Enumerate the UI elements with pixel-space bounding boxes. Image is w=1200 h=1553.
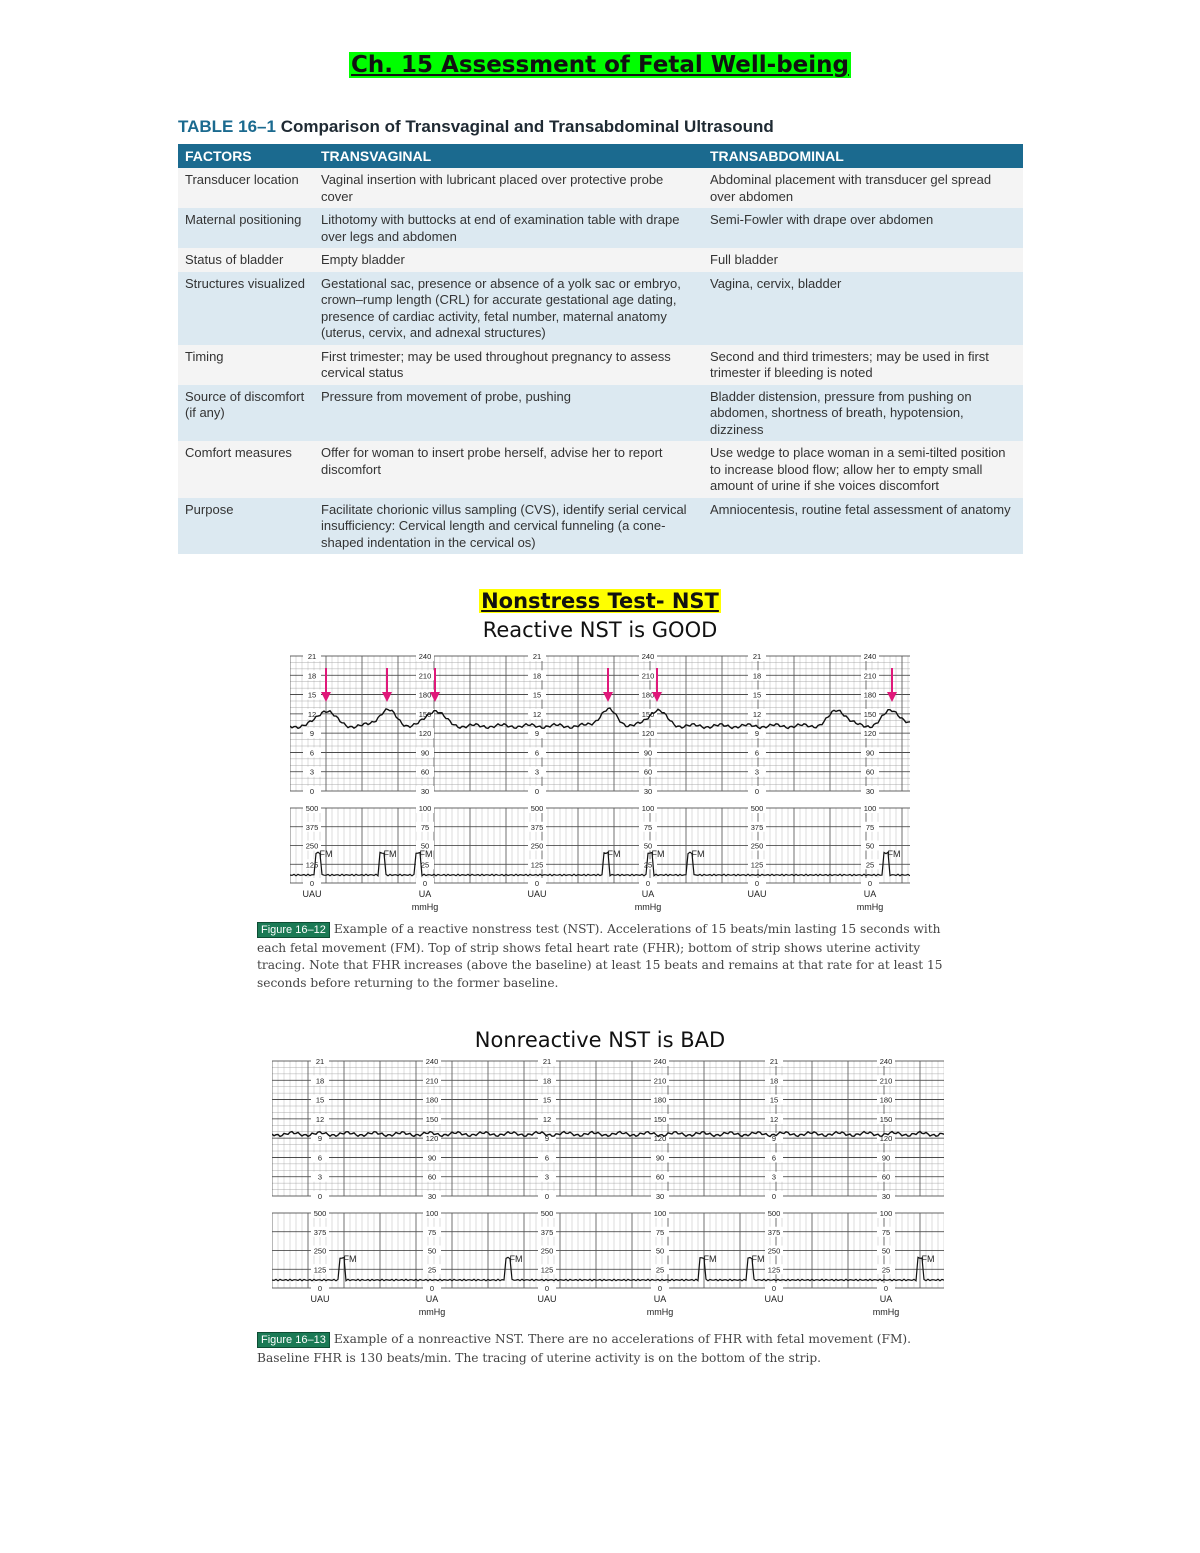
page-title-text: Ch. 15 Assessment of Fetal Well-being xyxy=(351,52,849,78)
row-transvaginal: First trimester; may be used throughout pregnancy to assess cervical status xyxy=(314,345,703,385)
fhr-scale-label: 0 xyxy=(309,787,315,796)
table-row xyxy=(178,272,1023,345)
acceleration-arrowhead xyxy=(382,692,392,702)
row-transvaginal: Vaginal insertion with lubricant placed over protective probe cover xyxy=(314,168,703,208)
fhr-scale-label: 210 xyxy=(418,671,432,681)
fm-label: FM xyxy=(419,849,433,859)
ua-scale-label: 50 xyxy=(427,1246,437,1256)
fm-label: FM xyxy=(651,849,665,859)
ua-scale-label: 75 xyxy=(427,1227,437,1237)
fm-label: FM xyxy=(887,849,901,859)
fhr-scale-label: 21 xyxy=(752,652,762,661)
fhr-scale-label: 12 xyxy=(752,709,762,719)
row-transabdominal: Second and third trimesters; may be used in first trimester if bleeding is noted xyxy=(703,345,1023,385)
fhr-scale-label: 3 xyxy=(544,1172,550,1182)
header-transabdominal: TRANSABDOMINAL xyxy=(703,144,1023,168)
table-row xyxy=(178,441,1023,498)
ua-scale-label: 75 xyxy=(655,1227,665,1237)
row-transabdominal: Amniocentesis, routine fetal assessment of anatomy xyxy=(703,498,1023,555)
table-row xyxy=(178,208,1023,248)
fhr-scale-label: 0 xyxy=(771,1192,777,1201)
row-factor: Comfort measures xyxy=(178,441,314,498)
fhr-scale-label: 15 xyxy=(532,690,542,700)
fhr-scale-label: 18 xyxy=(307,671,317,681)
fhr-scale-label: 9 xyxy=(534,729,540,739)
figure-16-13-caption xyxy=(257,1331,962,1367)
table-header-row xyxy=(178,144,1023,168)
acceleration-arrowhead xyxy=(321,692,331,702)
figure-16-13-tag: Figure 16–13 xyxy=(257,1332,330,1348)
fhr-scale-label: 240 xyxy=(425,1057,439,1066)
row-transvaginal: Pressure from movement of probe, pushing xyxy=(314,385,703,442)
ua-scale-label: 25 xyxy=(427,1265,437,1275)
figure-16-12-caption xyxy=(257,921,952,992)
unit-label: mmHg xyxy=(411,902,439,912)
ua-scale-label: 500 xyxy=(540,1209,554,1218)
row-transvaginal: Lithotomy with buttocks at end of examination table with drape over legs and abdomen xyxy=(314,208,703,248)
fhr-scale-label: 9 xyxy=(317,1134,323,1144)
row-transabdominal: Abdominal placement with transducer gel spread over abdomen xyxy=(703,168,1023,208)
reactive-nst-strip xyxy=(290,650,910,918)
ua-scale-label: 0 xyxy=(309,879,315,888)
fhr-scale-label: 3 xyxy=(309,767,315,777)
ua-scale-label: 375 xyxy=(750,822,764,832)
fhr-scale-label: 60 xyxy=(420,767,430,777)
unit-label: UA xyxy=(863,889,877,899)
fm-label: FM xyxy=(383,849,397,859)
fhr-scale-label: 60 xyxy=(865,767,875,777)
fm-label: FM xyxy=(343,1254,357,1264)
unit-label: mmHg xyxy=(856,902,884,912)
fhr-scale-label: 60 xyxy=(643,767,653,777)
ua-scale-label: 125 xyxy=(530,860,544,870)
ua-scale-label: 50 xyxy=(643,841,653,851)
fhr-scale-label: 240 xyxy=(641,652,655,661)
ua-scale-label: 0 xyxy=(645,879,651,888)
fhr-scale-label: 21 xyxy=(542,1057,552,1066)
ua-scale-label: 375 xyxy=(305,822,319,832)
table-row xyxy=(178,168,1023,208)
ua-scale-label: 0 xyxy=(883,1284,889,1293)
fhr-scale-label: 21 xyxy=(307,652,317,661)
row-transabdominal: Use wedge to place woman in a semi-tilted position to increase blood flow; allow her to empty small amount of urine if she voices discomfort xyxy=(703,441,1023,498)
fhr-scale-label: 240 xyxy=(653,1057,667,1066)
nonreactive-nst-strip xyxy=(272,1055,944,1327)
fhr-scale-label: 0 xyxy=(754,787,760,796)
fhr-scale-label: 90 xyxy=(655,1153,665,1163)
unit-label: mmHg xyxy=(646,1307,674,1317)
ua-scale-label: 250 xyxy=(540,1246,554,1256)
fhr-scale-label: 6 xyxy=(309,748,315,758)
row-factor: Timing xyxy=(178,345,314,385)
fhr-scale-label: 30 xyxy=(655,1192,665,1201)
fhr-scale-label: 21 xyxy=(315,1057,325,1066)
ua-scale-label: 0 xyxy=(422,879,428,888)
ua-scale-label: 25 xyxy=(655,1265,665,1275)
unit-label: UAU xyxy=(302,889,322,899)
fhr-scale-label: 12 xyxy=(307,709,317,719)
fhr-scale-label: 6 xyxy=(534,748,540,758)
ua-scale-label: 500 xyxy=(305,804,319,813)
figure-16-12-tag: Figure 16–12 xyxy=(257,922,330,938)
fhr-scale-label: 9 xyxy=(754,729,760,739)
fhr-scale-label: 60 xyxy=(881,1172,891,1182)
ua-scale-label: 100 xyxy=(863,804,877,813)
unit-label: UAU xyxy=(310,1294,330,1304)
ua-scale-label: 375 xyxy=(767,1227,781,1237)
fm-label: FM xyxy=(607,849,621,859)
fhr-scale-label: 18 xyxy=(542,1076,552,1086)
fhr-scale-label: 12 xyxy=(769,1114,779,1124)
ua-scale-label: 375 xyxy=(313,1227,327,1237)
fhr-scale-label: 30 xyxy=(427,1192,437,1201)
fhr-scale-label: 240 xyxy=(418,652,432,661)
ua-scale-label: 250 xyxy=(305,841,319,851)
header-factors: FACTORS xyxy=(178,144,314,168)
fhr-scale-label: 180 xyxy=(879,1095,893,1105)
table-row xyxy=(178,345,1023,385)
fhr-scale-label: 6 xyxy=(771,1153,777,1163)
fhr-scale-label: 9 xyxy=(309,729,315,739)
row-transabdominal: Full bladder xyxy=(703,248,1023,272)
fhr-scale-label: 15 xyxy=(307,690,317,700)
fhr-scale-label: 210 xyxy=(641,671,655,681)
fhr-scale-label: 3 xyxy=(317,1172,323,1182)
unit-label: UAU xyxy=(764,1294,784,1304)
row-transabdominal: Bladder distension, pressure from pushing on abdomen, shortness of breath, hypotension, dizziness xyxy=(703,385,1023,442)
ua-scale-label: 250 xyxy=(767,1246,781,1256)
ua-scale-label: 100 xyxy=(641,804,655,813)
ua-scale-label: 50 xyxy=(655,1246,665,1256)
row-factor: Structures visualized xyxy=(178,272,314,345)
ua-scale-label: 75 xyxy=(643,822,653,832)
row-factor: Maternal positioning xyxy=(178,208,314,248)
fhr-scale-label: 30 xyxy=(881,1192,891,1201)
unit-label: UA xyxy=(418,889,432,899)
fhr-scale-label: 180 xyxy=(425,1095,439,1105)
fhr-scale-label: 150 xyxy=(879,1114,893,1124)
fhr-scale-label: 3 xyxy=(754,767,760,777)
fhr-scale-label: 15 xyxy=(315,1095,325,1105)
fhr-scale-label: 150 xyxy=(863,709,877,719)
fhr-scale-label: 210 xyxy=(863,671,877,681)
row-transabdominal: Vagina, cervix, bladder xyxy=(703,272,1023,345)
row-transvaginal: Empty bladder xyxy=(314,248,703,272)
fhr-scale-label: 90 xyxy=(643,748,653,758)
ua-scale-label: 500 xyxy=(530,804,544,813)
unit-label: UA xyxy=(653,1294,667,1304)
fhr-scale-label: 21 xyxy=(769,1057,779,1066)
fhr-scale-label: 18 xyxy=(532,671,542,681)
row-factor: Source of discomfort (if any) xyxy=(178,385,314,442)
fhr-scale-label: 15 xyxy=(752,690,762,700)
ua-scale-label: 250 xyxy=(750,841,764,851)
fm-label: FM xyxy=(509,1254,523,1264)
fhr-scale-label: 120 xyxy=(641,729,655,739)
fhr-scale-label: 120 xyxy=(425,1134,439,1144)
figure-16-13-text: Example of a nonreactive NST. There are no accelerations of FHR with fetal movement (FM). Baseline FHR is 130 beats/min. The tracing of uterine activity is on the bottom of the strip. xyxy=(257,1332,912,1365)
table-title: Comparison of Transvaginal and Transabdominal Ultrasound xyxy=(280,117,774,136)
fhr-scale-label: 3 xyxy=(534,767,540,777)
fhr-scale-label: 60 xyxy=(655,1172,665,1182)
ua-scale-label: 100 xyxy=(418,804,432,813)
fhr-scale-label: 18 xyxy=(769,1076,779,1086)
fm-label: FM xyxy=(319,849,333,859)
fhr-scale-label: 9 xyxy=(544,1134,550,1144)
ua-scale-label: 375 xyxy=(540,1227,554,1237)
nonreactive-nst-label: Nonreactive NST is BAD xyxy=(474,1028,726,1052)
acceleration-arrowhead xyxy=(887,692,897,702)
table-row xyxy=(178,498,1023,555)
ua-scale-label: 0 xyxy=(534,879,540,888)
row-factor: Transducer location xyxy=(178,168,314,208)
unit-label: mmHg xyxy=(872,1307,900,1317)
fhr-scale-label: 6 xyxy=(544,1153,550,1163)
row-factor: Status of bladder xyxy=(178,248,314,272)
fhr-scale-label: 6 xyxy=(754,748,760,758)
grid xyxy=(272,1061,944,1288)
ua-scale-label: 0 xyxy=(429,1284,435,1293)
ua-scale-label: 500 xyxy=(313,1209,327,1218)
row-transvaginal: Gestational sac, presence or absence of a yolk sac or embryo, crown–rump length (CRL) for accurate gestational age dating, presence of cardiac activity, fetal number, maternal anatomy (uterus, cervix, and adnexal structures) xyxy=(314,272,703,345)
fm-label: FM xyxy=(751,1254,765,1264)
fhr-scale-label: 90 xyxy=(427,1153,437,1163)
ua-scale-label: 125 xyxy=(750,860,764,870)
row-transvaginal: Offer for woman to insert probe herself, advise her to report discomfort xyxy=(314,441,703,498)
fhr-scale-label: 30 xyxy=(643,787,653,796)
ua-scale-label: 25 xyxy=(420,860,430,870)
ua-scale-label: 75 xyxy=(881,1227,891,1237)
fhr-scale-label: 240 xyxy=(863,652,877,661)
ua-scale-label: 25 xyxy=(865,860,875,870)
ua-scale-label: 125 xyxy=(313,1265,327,1275)
ua-scale-label: 500 xyxy=(767,1209,781,1218)
fhr-scale-label: 12 xyxy=(532,709,542,719)
unit-label: UA xyxy=(879,1294,893,1304)
ua-scale-label: 100 xyxy=(879,1209,893,1218)
fhr-scale-label: 30 xyxy=(420,787,430,796)
unit-label: mmHg xyxy=(418,1307,446,1317)
ua-scale-label: 250 xyxy=(530,841,544,851)
unit-label: UAU xyxy=(747,889,767,899)
ua-scale-label: 500 xyxy=(750,804,764,813)
unit-label: UAU xyxy=(527,889,547,899)
ua-scale-label: 0 xyxy=(867,879,873,888)
fhr-scale-label: 150 xyxy=(425,1114,439,1124)
row-transabdominal: Semi-Fowler with drape over abdomen xyxy=(703,208,1023,248)
header-transvaginal: TRANSVAGINAL xyxy=(314,144,703,168)
fhr-scale-label: 150 xyxy=(653,1114,667,1124)
ua-scale-label: 0 xyxy=(544,1284,550,1293)
figure-16-12-text: Example of a reactive nonstress test (NST). Accelerations of 15 beats/min lasting 15 seconds with each fetal movement (FM). Top of strip shows fetal heart rate (FHR); bottom of strip shows uterine activity tracing. Note that FHR increases (above the baseline) at least 15 beats and remains at that rate for at least 15 seconds before returning to the former baseline. xyxy=(257,922,943,990)
fhr-scale-label: 180 xyxy=(418,690,432,700)
ua-scale-label: 0 xyxy=(754,879,760,888)
fhr-scale-label: 180 xyxy=(863,690,877,700)
row-factor: Purpose xyxy=(178,498,314,555)
ua-scale-label: 0 xyxy=(657,1284,663,1293)
ua-scale-label: 25 xyxy=(881,1265,891,1275)
unit-label: mmHg xyxy=(634,902,662,912)
fhr-scale-label: 180 xyxy=(653,1095,667,1105)
fhr-scale-label: 18 xyxy=(752,671,762,681)
fhr-scale-label: 120 xyxy=(863,729,877,739)
unit-label: UA xyxy=(425,1294,439,1304)
fhr-scale-label: 120 xyxy=(418,729,432,739)
acceleration-arrowhead xyxy=(603,692,613,702)
ua-scale-label: 50 xyxy=(420,841,430,851)
fhr-trace xyxy=(290,708,910,729)
fhr-scale-label: 120 xyxy=(653,1134,667,1144)
ua-scale-label: 50 xyxy=(865,841,875,851)
ua-scale-label: 75 xyxy=(420,822,430,832)
fhr-scale-label: 18 xyxy=(315,1076,325,1086)
fhr-scale-label: 3 xyxy=(771,1172,777,1182)
fhr-scale-label: 90 xyxy=(420,748,430,758)
ua-scale-label: 75 xyxy=(865,822,875,832)
fhr-scale-label: 150 xyxy=(641,709,655,719)
ua-scale-label: 25 xyxy=(643,860,653,870)
ua-scale-label: 375 xyxy=(530,822,544,832)
ua-scale-label: 125 xyxy=(540,1265,554,1275)
table-row xyxy=(178,248,1023,272)
fhr-scale-label: 210 xyxy=(879,1076,893,1086)
fhr-scale-label: 60 xyxy=(427,1172,437,1182)
ua-scale-label: 100 xyxy=(425,1209,439,1218)
page-title xyxy=(0,52,1200,78)
fhr-scale-label: 90 xyxy=(881,1153,891,1163)
fhr-scale-label: 9 xyxy=(771,1134,777,1144)
fhr-scale-label: 0 xyxy=(534,787,540,796)
fhr-scale-label: 15 xyxy=(769,1095,779,1105)
fhr-scale-label: 180 xyxy=(641,690,655,700)
fhr-scale-label: 120 xyxy=(879,1134,893,1144)
fhr-scale-label: 15 xyxy=(542,1095,552,1105)
fhr-scale-label: 12 xyxy=(315,1114,325,1124)
fhr-scale-label: 6 xyxy=(317,1153,323,1163)
ua-scale-label: 100 xyxy=(653,1209,667,1218)
ua-scale-label: 125 xyxy=(305,860,319,870)
table-number: TABLE 16–1 xyxy=(178,117,276,136)
comparison-table xyxy=(178,144,1023,554)
unit-label: UA xyxy=(641,889,655,899)
ua-scale-label: 0 xyxy=(317,1284,323,1293)
ua-scale-label: 250 xyxy=(313,1246,327,1256)
fhr-scale-label: 240 xyxy=(879,1057,893,1066)
fhr-scale-label: 30 xyxy=(865,787,875,796)
fhr-scale-label: 210 xyxy=(425,1076,439,1086)
nst-heading-text: Nonstress Test- NST xyxy=(481,589,719,613)
fm-label: FM xyxy=(703,1254,717,1264)
ua-scale-label: 125 xyxy=(767,1265,781,1275)
fhr-scale-label: 150 xyxy=(418,709,432,719)
fhr-scale-label: 210 xyxy=(653,1076,667,1086)
table-row xyxy=(178,385,1023,442)
fhr-scale-label: 0 xyxy=(544,1192,550,1201)
row-transvaginal: Facilitate chorionic villus sampling (CVS), identify serial cervical insufficiency: Cervical length and cervical funneling (a cone-shaped indentation in the cervical os) xyxy=(314,498,703,555)
fhr-scale-label: 0 xyxy=(317,1192,323,1201)
reactive-nst-label: Reactive NST is GOOD xyxy=(482,618,718,642)
ua-scale-label: 50 xyxy=(881,1246,891,1256)
fm-label: FM xyxy=(691,849,705,859)
fhr-scale-label: 90 xyxy=(865,748,875,758)
unit-label: UAU xyxy=(537,1294,557,1304)
nst-heading xyxy=(0,589,1200,613)
ua-scale-label: 0 xyxy=(771,1284,777,1293)
table-caption xyxy=(178,117,774,137)
fm-label: FM xyxy=(921,1254,935,1264)
fhr-scale-label: 12 xyxy=(542,1114,552,1124)
fhr-scale-label: 21 xyxy=(532,652,542,661)
